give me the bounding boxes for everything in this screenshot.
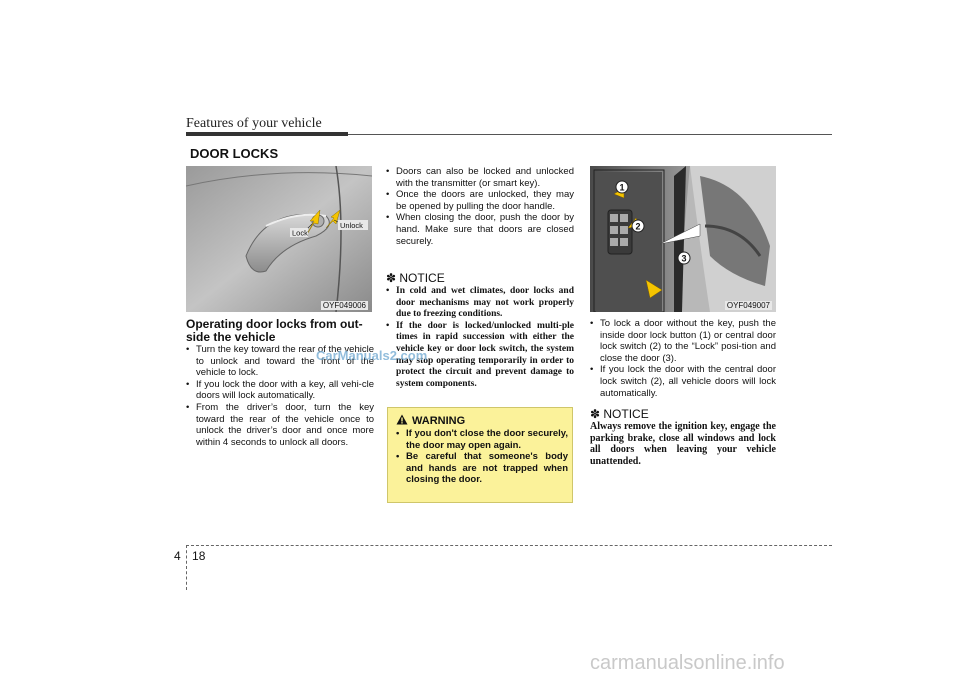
callout-3: 3	[681, 253, 687, 264]
list-item: • To lock a door without the key, push the inside door lock button (1) or central door lock switch (2) to the “Lock” posi-tion and close the door (3).	[590, 318, 776, 364]
figure-code: OYF049007	[726, 301, 770, 310]
header-rule	[186, 132, 348, 136]
watermark: CarManuals2.com	[316, 348, 428, 363]
notice-list	[386, 286, 574, 390]
list-item: • If the door is locked/unlocked multi-ple times in rapid succession with either the vehicle key or door lock switch, the system may stop operating temporarily in order to protect the circuit and prevent damage to system components.	[386, 321, 574, 391]
list-item: • When closing the door, push the door by hand. Make sure that doors are closed securely.	[386, 212, 574, 247]
warning-heading	[396, 414, 465, 427]
warning-box	[387, 407, 573, 503]
callout-1: 1	[619, 182, 625, 193]
notice-title: ✽ NOTICE	[386, 271, 445, 285]
page-number-value: 18	[192, 549, 206, 563]
list-item: • Be careful that someone's body and hands are not trapped when closing the door.	[396, 451, 568, 486]
list-item: • From the driver’s door, turn the key toward the rear of the vehicle once to unlock the driver’s door and once more within 4 seconds to unlock all doors.	[186, 402, 374, 448]
page-number	[174, 549, 205, 563]
warning-title: WARNING	[412, 415, 466, 427]
interior-door-illustration	[590, 166, 776, 312]
col3-list	[590, 318, 776, 399]
footer-rule	[186, 545, 832, 546]
figure-code: OYF049006	[322, 301, 366, 310]
door-handle-illustration	[186, 166, 372, 312]
col2-list	[386, 166, 574, 247]
warning-list	[396, 428, 568, 486]
list-item: • If you lock the door with the central door lock switch (2), all vehicle doors will lock automatically.	[590, 364, 776, 399]
lock-label: Lock	[292, 228, 308, 238]
door-handle-photo	[186, 166, 372, 312]
section-title: DOOR LOCKS	[190, 146, 279, 161]
notice-title: ✽ NOTICE	[590, 407, 649, 421]
header-title: Features of your vehicle	[186, 116, 322, 131]
interior-door-photo	[590, 166, 776, 312]
notice-body: Always remove the ignition key, engage the parking brake, close all windows and lock all doors when leaving your vehicle unattended.	[590, 421, 776, 467]
subsection-title: Operating door locks from out-side the vehicle	[186, 317, 363, 344]
unlock-label: Unlock	[340, 221, 363, 230]
callout-2: 2	[635, 221, 641, 232]
chapter-number: 4	[174, 549, 181, 563]
list-item: • Doors can also be locked and unlocked with the transmitter (or smart key).	[386, 166, 574, 189]
list-item: • Once the doors are unlocked, they may be opened by pulling the door handle.	[386, 189, 574, 212]
list-item: • In cold and wet climates, door locks and door mechanisms may not work properly due to freezing conditions.	[386, 286, 574, 321]
list-item: • If you don't close the door securely, the door may open again.	[396, 428, 568, 451]
footer-watermark-url[interactable]: carmanualsonline.info	[590, 652, 785, 674]
list-item: • If you lock the door with a key, all vehi-cle doors will lock automatically.	[186, 379, 374, 402]
warning-icon	[396, 414, 408, 425]
list-item: • Turn the key toward the rear of the vehicle to unlock and toward the front of the vehicle to lock.	[186, 344, 374, 379]
header-rule-thin	[348, 134, 832, 135]
